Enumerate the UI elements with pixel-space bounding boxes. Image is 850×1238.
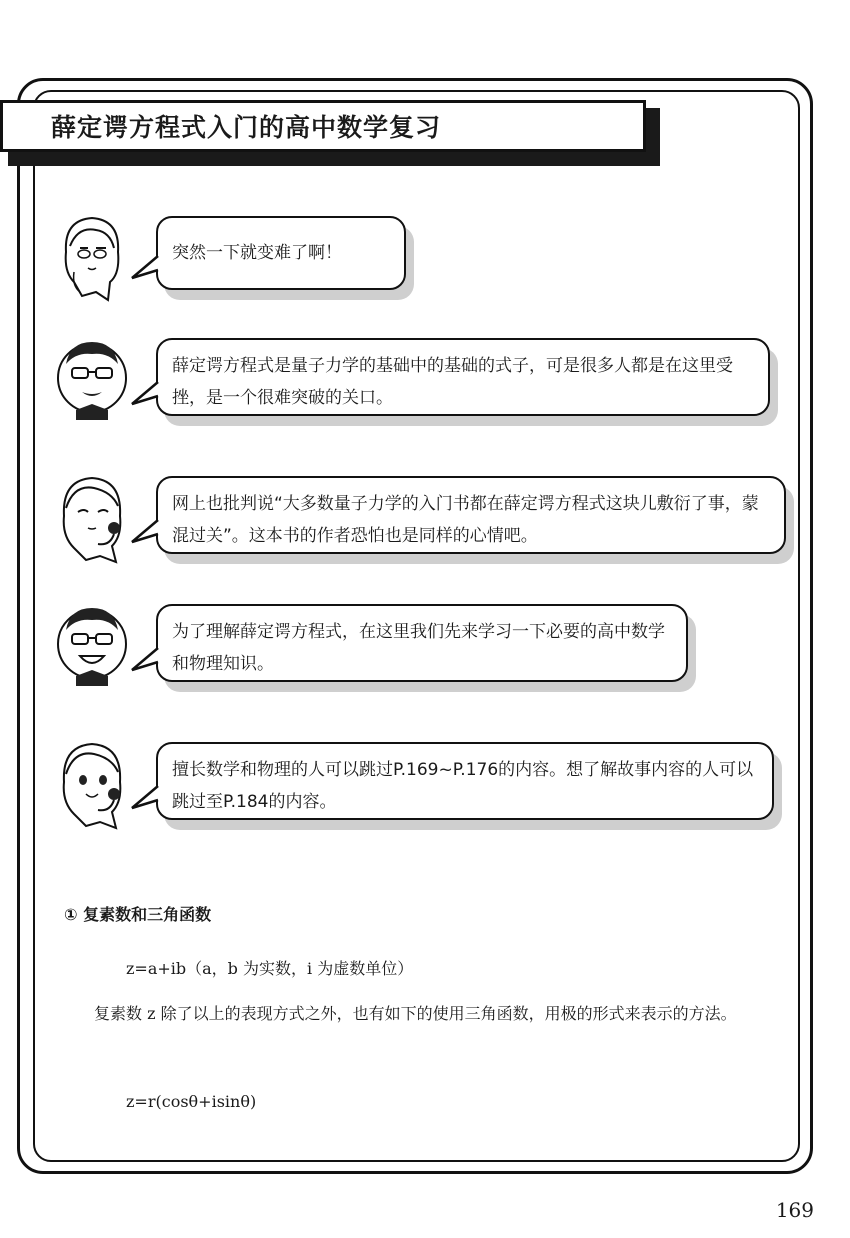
bubble-tail-1: [130, 252, 162, 282]
girl-headset-avatar-icon: [56, 472, 128, 564]
dialog-2-text: 薛定谔方程式是量子力学的基础中的基础的式子，可是很多人都是在这里受挫，是一个很难突破的关口。: [172, 356, 733, 408]
speech-bubble-3: [156, 476, 786, 554]
formula-complex-number: z=a+ib（a，b 为实数，i 为虚数单位）: [126, 959, 414, 978]
page-title: 薛定谔方程式入门的高中数学复习: [51, 113, 442, 142]
speech-bubble-4: [156, 604, 688, 682]
speech-bubble-1: [156, 216, 406, 290]
section-heading: ① 复素数和三角函数: [64, 905, 212, 924]
professor-avatar-icon: [56, 600, 128, 692]
dialog-1: [56, 212, 796, 312]
dialog-4: [56, 600, 796, 700]
body-paragraph: 复素数 z 除了以上的表现方式之外，也有如下的使用三角函数，用极的形式来表示的方法。: [94, 1004, 737, 1023]
dialog-3-text: 网上也批判说“大多数量子力学的入门书都在薛定谔方程式这块儿敷衍了事，蒙混过关”。这本书的作者恐怕也是同样的心情吧。: [172, 494, 759, 546]
title-banner: [0, 100, 646, 152]
bubble-tail-4: [130, 644, 162, 674]
speech-bubble-2: [156, 338, 770, 416]
speech-bubble-5: [156, 742, 774, 820]
dialog-5: [56, 738, 796, 838]
dialog-3: [56, 472, 796, 572]
bubble-tail-3: [130, 516, 162, 546]
dialog-5-text: 擅长数学和物理的人可以跳过P.169~P.176的内容。想了解故事内容的人可以跳过至P.184的内容。: [172, 760, 754, 812]
dialog-2: [56, 334, 796, 434]
professor-avatar-icon: [56, 334, 128, 426]
girl-glasses-avatar-icon: [56, 212, 128, 304]
dialog-4-text: 为了理解薛定谔方程式，在这里我们先来学习一下必要的高中数学和物理知识。: [172, 622, 665, 674]
bubble-tail-5: [130, 782, 162, 812]
bubble-tail-2: [130, 378, 162, 408]
formula-polar-form: z=r(cosθ+isinθ): [126, 1092, 257, 1111]
girl-headset-avatar-icon: [56, 738, 128, 830]
page-number: 169: [775, 1198, 814, 1222]
dialog-1-text: 突然一下就变难了啊！: [172, 243, 342, 263]
